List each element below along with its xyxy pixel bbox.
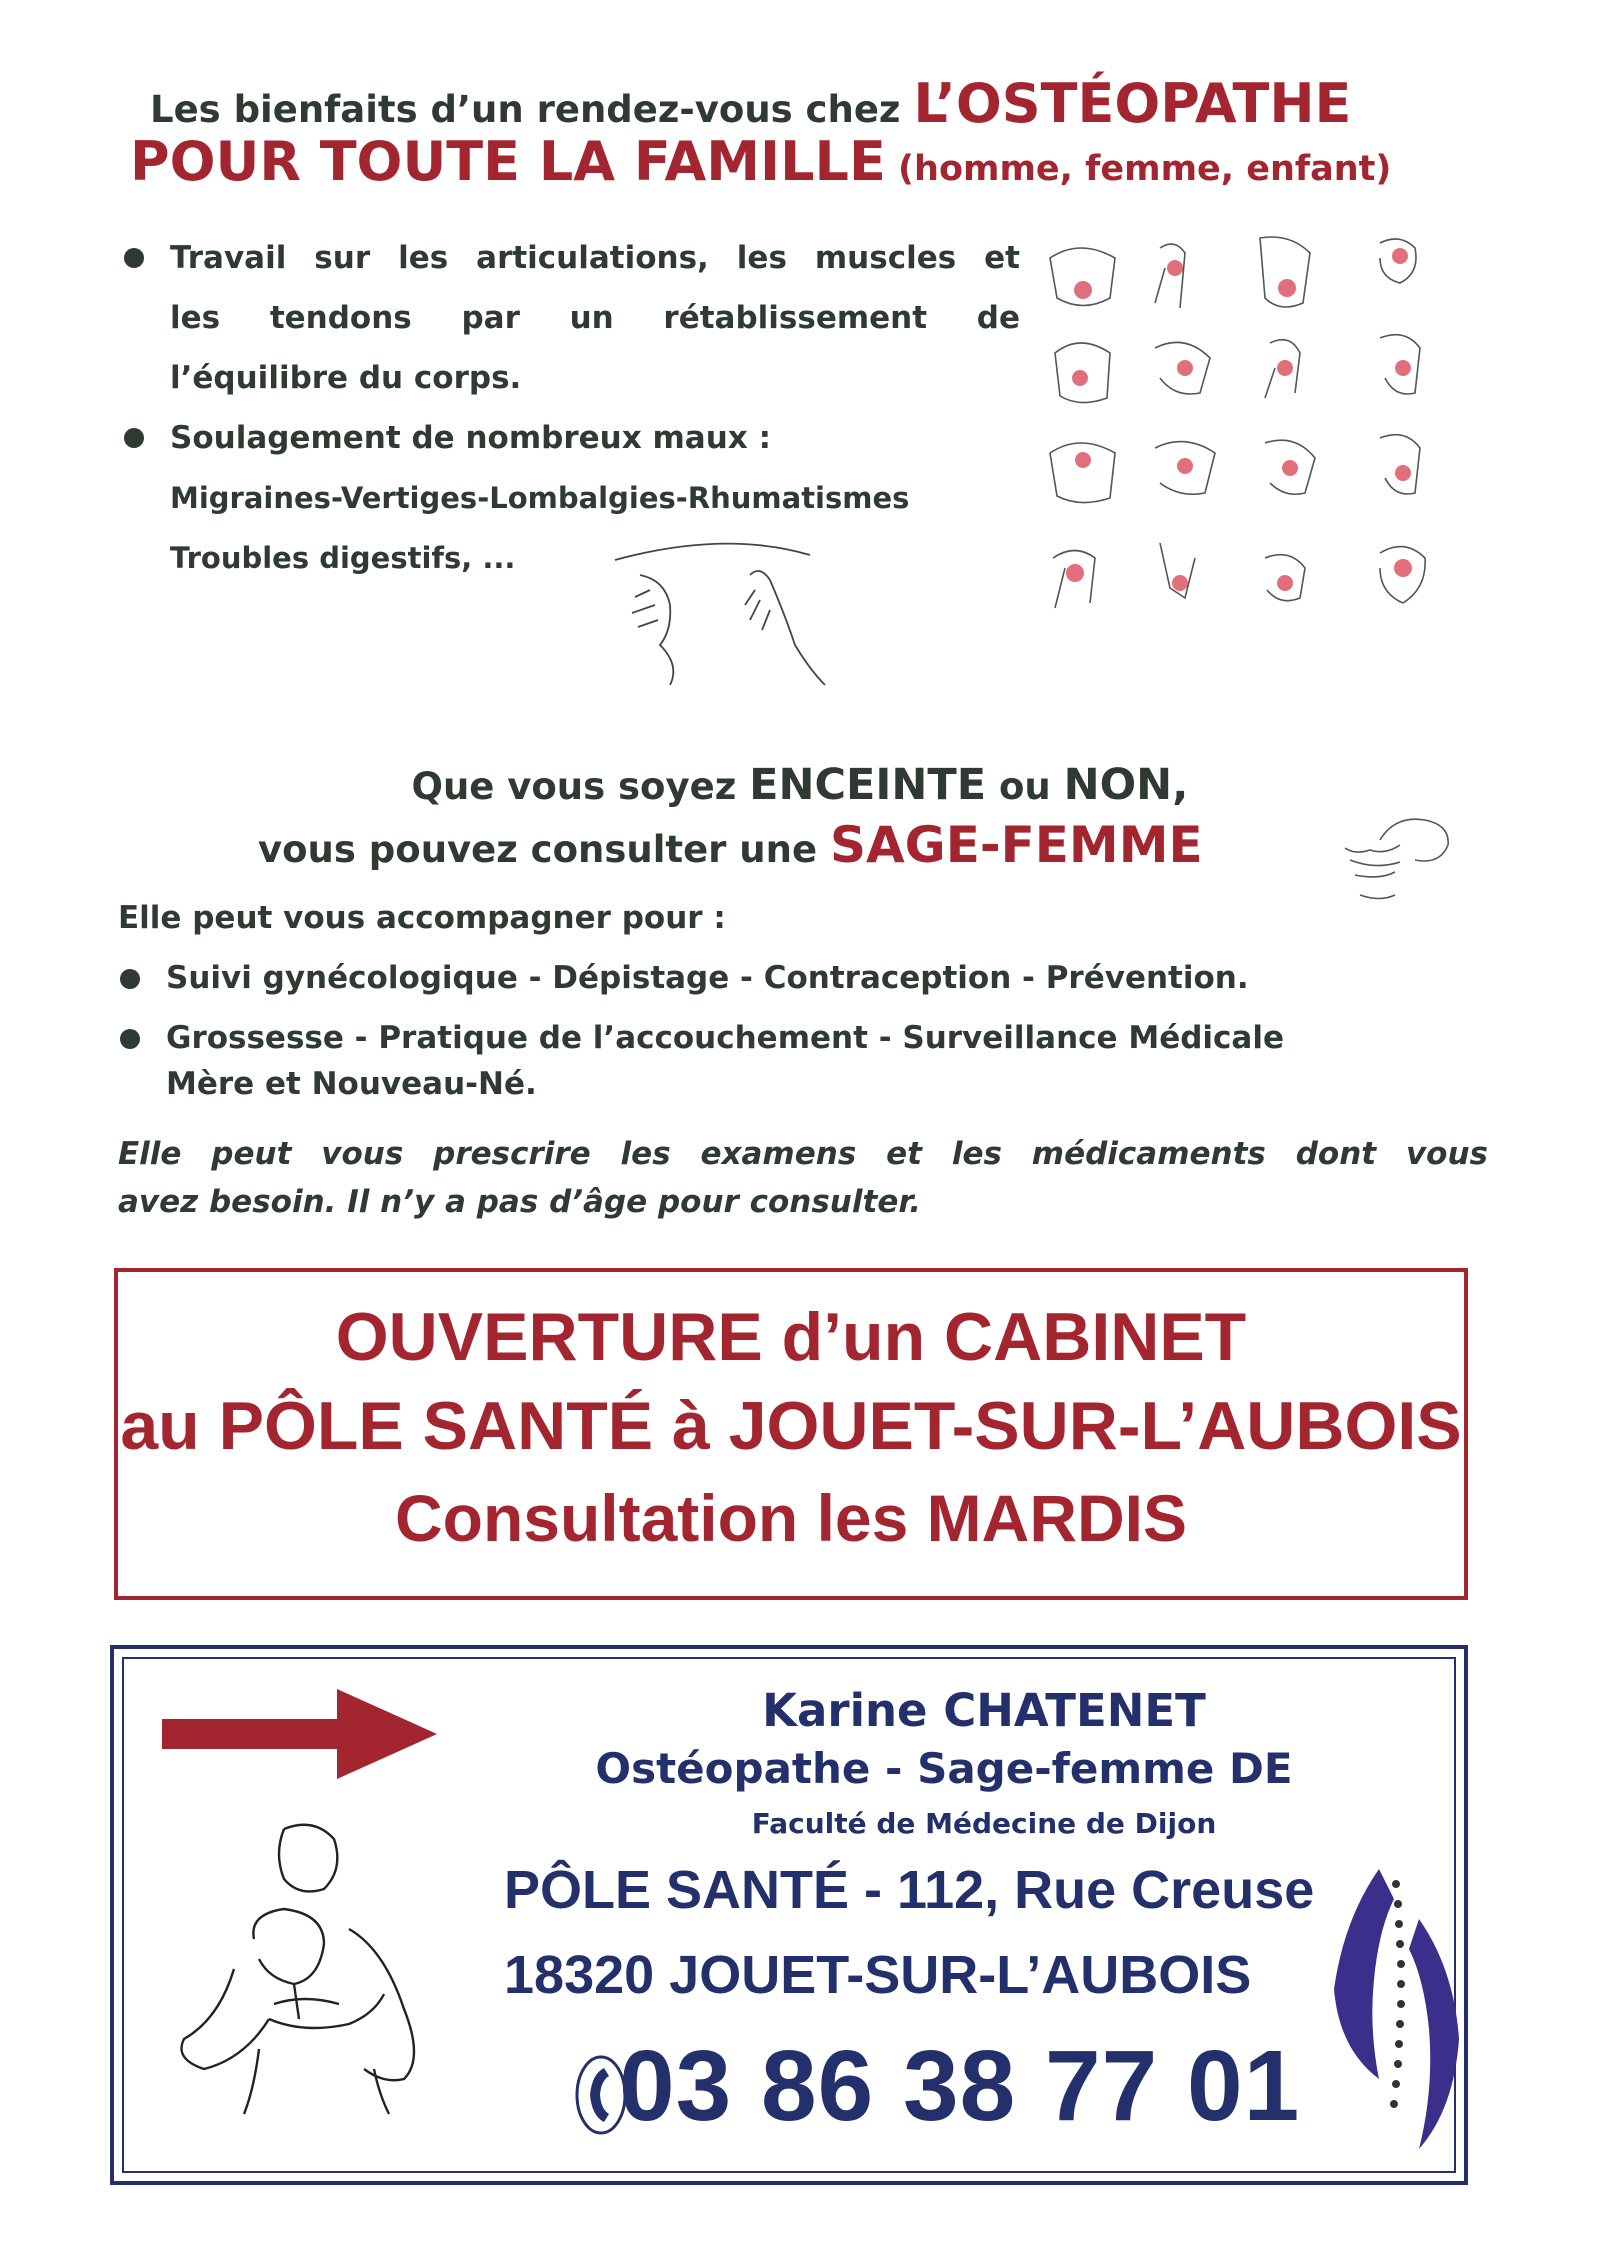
spine-hands-icon: [1324, 1859, 1474, 2159]
practitioner-name: Karine CHATENET: [762, 1684, 1206, 1737]
sagefemme-service-line: Mère et Nouveau-Né.: [166, 1066, 537, 1102]
baby-illustration: [1340, 800, 1475, 910]
contact-box: [110, 1645, 1468, 2185]
osteo-heading-line2: [130, 130, 1391, 193]
practitioner-title: Ostéopathe - Sage-femme DE: [595, 1744, 1293, 1793]
phone-number[interactable]: 03 86 38 77 01: [619, 2030, 1301, 2142]
sagefemme-heading-enceinte: ENCEINTE: [749, 760, 987, 810]
osteo-heading-audience: (homme, femme, enfant): [885, 149, 1392, 189]
osteo-benefit-line: Troubles digestifs, ...: [170, 541, 516, 575]
osteo-benefit-line: Migraines-Vertiges-Lombalgies-Rhumatismes: [170, 481, 910, 515]
sagefemme-heading-non: NON,: [1063, 760, 1189, 810]
hands-massage-illustration: [610, 535, 840, 690]
opening-schedule: Consultation les MARDIS: [394, 1481, 1188, 1555]
bullet-dot-icon: [120, 1029, 140, 1049]
osteo-heading-intro: Les bienfaits d’un rendez-vous chez: [150, 88, 914, 131]
sagefemme-note-line: Elle peut vous prescrire les examens et les médicaments dont vous: [118, 1136, 1488, 1172]
bullet-dot-icon: [124, 428, 144, 448]
osteo-benefit-line: l’équilibre du corps.: [170, 360, 522, 396]
sagefemme-note: [118, 1130, 1488, 1226]
body-pain-illustration: [1035, 228, 1455, 648]
red-arrow-icon: [162, 1689, 437, 1779]
practitioner-faculty: Faculté de Médecine de Dijon: [751, 1807, 1217, 1840]
sagefemme-service-line: Suivi gynécologique - Dépistage - Contraception - Prévention.: [166, 960, 1249, 996]
sagefemme-intro: Elle peut vous accompagner pour :: [118, 900, 726, 936]
osteo-benefit-item: [120, 408, 1020, 588]
osteo-benefit-line: Travail sur les articulations, les muscles et: [170, 240, 1020, 276]
osteopath-illustration: [174, 1819, 434, 2119]
osteo-benefit-item: [120, 228, 1020, 408]
opening-location: au PÔLE SANTÉ à JOUET-SUR-L’AUBOIS: [120, 1388, 1462, 1464]
osteo-benefits-list: [120, 228, 1020, 588]
sagefemme-heading-highlight: SAGE-FEMME: [829, 816, 1203, 874]
osteo-benefit-line: Soulagement de nombreux maux :: [170, 420, 771, 456]
opening-announcement-box: [114, 1268, 1468, 1600]
contact-box-inner: [122, 1657, 1456, 2173]
sagefemme-heading-line2: [258, 816, 1203, 874]
sagefemme-service-item: [118, 1015, 1488, 1107]
sagefemme-heading-intro: Que vous soyez: [411, 765, 750, 808]
osteo-heading-line1: [150, 72, 1351, 135]
bullet-dot-icon: [124, 248, 144, 268]
osteo-heading-highlight: L’OSTÉOPATHE: [913, 72, 1352, 135]
opening-line: OUVERTURE d’un CABINET: [335, 1299, 1247, 1375]
sagefemme-heading-consult: vous pouvez consulter une: [258, 828, 830, 871]
sagefemme-note-line: avez besoin. Il n’y a pas d’âge pour consulter.: [118, 1184, 921, 1220]
osteo-benefit-line: les tendons par un rétablissement de: [170, 300, 1020, 336]
address-line2: 18320 JOUET-SUR-L’AUBOIS: [504, 1945, 1252, 2005]
sagefemme-service-line: Grossesse - Pratique de l’accouchement - Surveillance Médicale: [166, 1020, 1284, 1056]
sagefemme-heading-ou: ou: [986, 765, 1064, 808]
bullet-dot-icon: [120, 969, 140, 989]
sagefemme-services-list: [118, 955, 1488, 1121]
osteo-heading-family: POUR TOUTE LA FAMILLE: [130, 130, 886, 193]
address-line1: PÔLE SANTÉ - 112, Rue Creuse: [504, 1860, 1315, 1920]
sagefemme-service-item: [118, 955, 1488, 1001]
